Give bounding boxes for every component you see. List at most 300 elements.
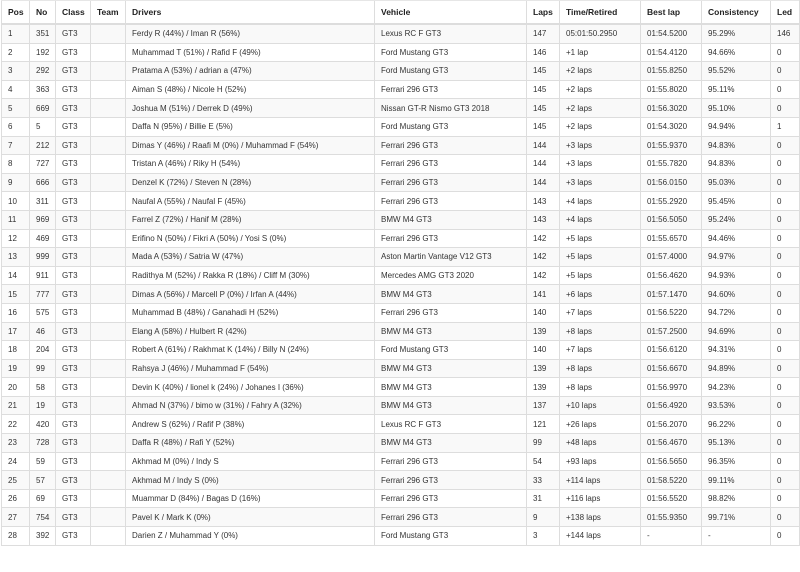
cell-no: 999 <box>30 248 56 267</box>
cell-team <box>91 434 126 453</box>
cell-class: GT3 <box>56 415 91 434</box>
cell-class: GT3 <box>56 285 91 304</box>
cell-laps: 145 <box>527 99 560 118</box>
cell-vehicle: Mercedes AMG GT3 2020 <box>375 266 527 285</box>
cell-team <box>91 266 126 285</box>
cell-time-retired: +2 laps <box>560 99 641 118</box>
table-row <box>2 322 800 341</box>
cell-drivers: Muammar D (84%) / Bagas D (16%) <box>126 489 375 508</box>
table-row <box>2 359 800 378</box>
cell-consistency: 99.71% <box>702 508 771 527</box>
cell-pos: 9 <box>2 173 30 192</box>
cell-no: 911 <box>30 266 56 285</box>
cell-vehicle: Lexus RC F GT3 <box>375 24 527 43</box>
cell-time-retired: +8 laps <box>560 359 641 378</box>
cell-pos: 26 <box>2 489 30 508</box>
cell-vehicle: BMW M4 GT3 <box>375 434 527 453</box>
cell-no: 99 <box>30 359 56 378</box>
cell-pos: 5 <box>2 99 30 118</box>
cell-vehicle: BMW M4 GT3 <box>375 378 527 397</box>
cell-drivers: Aiman S (48%) / Nicole H (52%) <box>126 80 375 99</box>
cell-no: 969 <box>30 210 56 229</box>
cell-class: GT3 <box>56 527 91 546</box>
cell-team <box>91 471 126 490</box>
cell-best-lap: 01:56.5050 <box>641 210 702 229</box>
col-class[interactable]: Class <box>56 1 91 25</box>
cell-no: 351 <box>30 24 56 43</box>
cell-vehicle: Ferrari 296 GT3 <box>375 471 527 490</box>
cell-best-lap: 01:56.4920 <box>641 396 702 415</box>
col-vehicle[interactable]: Vehicle <box>375 1 527 25</box>
cell-vehicle: Nissan GT-R Nismo GT3 2018 <box>375 99 527 118</box>
cell-pos: 4 <box>2 80 30 99</box>
cell-drivers: Ahmad N (37%) / bimo w (31%) / Fahry A (32%) <box>126 396 375 415</box>
table-row <box>2 136 800 155</box>
cell-drivers: Muhammad T (51%) / Rafid F (49%) <box>126 43 375 62</box>
cell-best-lap: 01:55.6570 <box>641 229 702 248</box>
cell-best-lap: 01:56.5220 <box>641 303 702 322</box>
cell-class: GT3 <box>56 136 91 155</box>
cell-drivers: Radithya M (52%) / Rakka R (18%) / Cliff M (30%) <box>126 266 375 285</box>
cell-time-retired: +8 laps <box>560 378 641 397</box>
table-row <box>2 117 800 136</box>
cell-laps: 144 <box>527 155 560 174</box>
cell-drivers: Darien Z / Muhammad Y (0%) <box>126 527 375 546</box>
cell-laps: 139 <box>527 359 560 378</box>
cell-pos: 23 <box>2 434 30 453</box>
cell-drivers: Erifino N (50%) / Fikri A (50%) / Yosi S (0%) <box>126 229 375 248</box>
cell-class: GT3 <box>56 322 91 341</box>
table-row <box>2 303 800 322</box>
col-time-retired[interactable]: Time/Retired <box>560 1 641 25</box>
col-led[interactable]: Led <box>771 1 800 25</box>
cell-time-retired: +4 laps <box>560 192 641 211</box>
cell-best-lap: 01:56.4620 <box>641 266 702 285</box>
cell-led: 146 <box>771 24 800 43</box>
cell-led: 0 <box>771 471 800 490</box>
cell-laps: 99 <box>527 434 560 453</box>
cell-no: 58 <box>30 378 56 397</box>
cell-class: GT3 <box>56 396 91 415</box>
cell-best-lap: 01:55.9350 <box>641 508 702 527</box>
cell-best-lap: 01:56.3020 <box>641 99 702 118</box>
table-row <box>2 508 800 527</box>
cell-led: 0 <box>771 341 800 360</box>
cell-vehicle: Ferrari 296 GT3 <box>375 80 527 99</box>
cell-drivers: Denzel K (72%) / Steven N (28%) <box>126 173 375 192</box>
cell-vehicle: Ferrari 296 GT3 <box>375 489 527 508</box>
cell-class: GT3 <box>56 24 91 43</box>
cell-led: 0 <box>771 173 800 192</box>
table-row <box>2 527 800 546</box>
cell-class: GT3 <box>56 303 91 322</box>
cell-no: 57 <box>30 471 56 490</box>
cell-team <box>91 285 126 304</box>
cell-led: 0 <box>771 527 800 546</box>
cell-class: GT3 <box>56 359 91 378</box>
cell-no: 575 <box>30 303 56 322</box>
cell-team <box>91 303 126 322</box>
cell-best-lap: - <box>641 527 702 546</box>
cell-vehicle: Aston Martin Vantage V12 GT3 <box>375 248 527 267</box>
cell-team <box>91 415 126 434</box>
table-row <box>2 471 800 490</box>
cell-drivers: Akhmad M (0%) / Indy S <box>126 452 375 471</box>
cell-led: 0 <box>771 452 800 471</box>
race-results-table <box>1 0 800 546</box>
cell-laps: 146 <box>527 43 560 62</box>
cell-time-retired: +144 laps <box>560 527 641 546</box>
col-no[interactable]: No <box>30 1 56 25</box>
cell-best-lap: 01:56.9970 <box>641 378 702 397</box>
cell-drivers: Dimas Y (46%) / Raafi M (0%) / Muhammad F (54%) <box>126 136 375 155</box>
cell-consistency: 94.60% <box>702 285 771 304</box>
cell-best-lap: 01:56.4670 <box>641 434 702 453</box>
cell-team <box>91 452 126 471</box>
cell-consistency: 95.03% <box>702 173 771 192</box>
cell-led: 0 <box>771 396 800 415</box>
cell-best-lap: 01:56.6670 <box>641 359 702 378</box>
cell-vehicle: Ferrari 296 GT3 <box>375 192 527 211</box>
cell-led: 0 <box>771 229 800 248</box>
table-row <box>2 452 800 471</box>
cell-time-retired: +48 laps <box>560 434 641 453</box>
cell-time-retired: +116 laps <box>560 489 641 508</box>
cell-time-retired: +3 laps <box>560 173 641 192</box>
cell-pos: 1 <box>2 24 30 43</box>
cell-time-retired: 05:01:50.2950 <box>560 24 641 43</box>
table-row <box>2 173 800 192</box>
cell-no: 727 <box>30 155 56 174</box>
cell-consistency: 93.53% <box>702 396 771 415</box>
cell-team <box>91 378 126 397</box>
cell-led: 0 <box>771 378 800 397</box>
cell-pos: 11 <box>2 210 30 229</box>
cell-time-retired: +26 laps <box>560 415 641 434</box>
cell-class: GT3 <box>56 434 91 453</box>
cell-consistency: 95.13% <box>702 434 771 453</box>
cell-pos: 20 <box>2 378 30 397</box>
cell-time-retired: +5 laps <box>560 229 641 248</box>
cell-drivers: Muhammad B (48%) / Ganahadi H (52%) <box>126 303 375 322</box>
cell-laps: 140 <box>527 303 560 322</box>
cell-class: GT3 <box>56 43 91 62</box>
cell-class: GT3 <box>56 80 91 99</box>
cell-pos: 28 <box>2 527 30 546</box>
cell-pos: 18 <box>2 341 30 360</box>
cell-team <box>91 359 126 378</box>
cell-consistency: 94.94% <box>702 117 771 136</box>
col-drivers[interactable]: Drivers <box>126 1 375 25</box>
cell-vehicle: Ferrari 296 GT3 <box>375 136 527 155</box>
cell-pos: 25 <box>2 471 30 490</box>
cell-team <box>91 248 126 267</box>
col-consistency[interactable]: Consistency <box>702 1 771 25</box>
cell-laps: 54 <box>527 452 560 471</box>
cell-drivers: Daffa N (95%) / Billie E (5%) <box>126 117 375 136</box>
cell-class: GT3 <box>56 229 91 248</box>
cell-class: GT3 <box>56 210 91 229</box>
cell-class: GT3 <box>56 62 91 81</box>
cell-best-lap: 01:56.6120 <box>641 341 702 360</box>
cell-pos: 13 <box>2 248 30 267</box>
cell-led: 0 <box>771 43 800 62</box>
cell-no: 469 <box>30 229 56 248</box>
cell-consistency: 95.11% <box>702 80 771 99</box>
cell-pos: 16 <box>2 303 30 322</box>
cell-consistency: 94.89% <box>702 359 771 378</box>
cell-drivers: Elang A (58%) / Hulbert R (42%) <box>126 322 375 341</box>
table-row <box>2 192 800 211</box>
cell-consistency: 94.46% <box>702 229 771 248</box>
cell-consistency: 95.24% <box>702 210 771 229</box>
cell-vehicle: Ferrari 296 GT3 <box>375 173 527 192</box>
cell-team <box>91 229 126 248</box>
cell-team <box>91 527 126 546</box>
cell-vehicle: BMW M4 GT3 <box>375 396 527 415</box>
table-row <box>2 415 800 434</box>
cell-drivers: Joshua M (51%) / Derrek D (49%) <box>126 99 375 118</box>
cell-team <box>91 396 126 415</box>
cell-team <box>91 173 126 192</box>
cell-class: GT3 <box>56 452 91 471</box>
cell-consistency: 94.83% <box>702 155 771 174</box>
cell-class: GT3 <box>56 192 91 211</box>
cell-class: GT3 <box>56 248 91 267</box>
cell-class: GT3 <box>56 471 91 490</box>
cell-vehicle: BMW M4 GT3 <box>375 210 527 229</box>
cell-best-lap: 01:55.2920 <box>641 192 702 211</box>
cell-laps: 137 <box>527 396 560 415</box>
cell-consistency: 96.35% <box>702 452 771 471</box>
cell-class: GT3 <box>56 378 91 397</box>
cell-pos: 7 <box>2 136 30 155</box>
table-row <box>2 266 800 285</box>
cell-pos: 6 <box>2 117 30 136</box>
cell-laps: 139 <box>527 322 560 341</box>
cell-no: 777 <box>30 285 56 304</box>
cell-laps: 142 <box>527 248 560 267</box>
cell-led: 0 <box>771 62 800 81</box>
cell-consistency: 94.23% <box>702 378 771 397</box>
cell-no: 19 <box>30 396 56 415</box>
cell-drivers: Pratama A (53%) / adrian a (47%) <box>126 62 375 81</box>
cell-no: 204 <box>30 341 56 360</box>
cell-class: GT3 <box>56 117 91 136</box>
cell-team <box>91 80 126 99</box>
cell-team <box>91 24 126 43</box>
cell-team <box>91 192 126 211</box>
cell-pos: 17 <box>2 322 30 341</box>
cell-no: 59 <box>30 452 56 471</box>
cell-laps: 142 <box>527 266 560 285</box>
cell-class: GT3 <box>56 173 91 192</box>
cell-laps: 143 <box>527 192 560 211</box>
cell-vehicle: BMW M4 GT3 <box>375 359 527 378</box>
cell-drivers: Ferdy R (44%) / Iman R (56%) <box>126 24 375 43</box>
cell-time-retired: +138 laps <box>560 508 641 527</box>
col-team[interactable]: Team <box>91 1 126 25</box>
cell-no: 192 <box>30 43 56 62</box>
cell-best-lap: 01:54.5200 <box>641 24 702 43</box>
cell-pos: 15 <box>2 285 30 304</box>
cell-laps: 143 <box>527 210 560 229</box>
cell-team <box>91 99 126 118</box>
cell-drivers: Robert A (61%) / Rakhmat K (14%) / Billy N (24%) <box>126 341 375 360</box>
cell-best-lap: 01:56.5520 <box>641 489 702 508</box>
cell-drivers: Devin K (40%) / lionel k (24%) / Johanes I (36%) <box>126 378 375 397</box>
table-row <box>2 210 800 229</box>
cell-drivers: Farrel Z (72%) / Hanif M (28%) <box>126 210 375 229</box>
cell-vehicle: Ford Mustang GT3 <box>375 62 527 81</box>
cell-consistency: 95.29% <box>702 24 771 43</box>
cell-drivers: Rahsya J (46%) / Muhammad F (54%) <box>126 359 375 378</box>
cell-no: 212 <box>30 136 56 155</box>
cell-laps: 31 <box>527 489 560 508</box>
col-pos[interactable]: Pos <box>2 1 30 25</box>
cell-laps: 33 <box>527 471 560 490</box>
cell-no: 754 <box>30 508 56 527</box>
cell-team <box>91 136 126 155</box>
cell-class: GT3 <box>56 155 91 174</box>
cell-pos: 19 <box>2 359 30 378</box>
cell-led: 0 <box>771 210 800 229</box>
table-row <box>2 155 800 174</box>
cell-vehicle: Ferrari 296 GT3 <box>375 229 527 248</box>
cell-drivers: Naufal A (55%) / Naufal F (45%) <box>126 192 375 211</box>
cell-no: 363 <box>30 80 56 99</box>
cell-led: 0 <box>771 80 800 99</box>
cell-vehicle: BMW M4 GT3 <box>375 322 527 341</box>
cell-vehicle: Lexus RC F GT3 <box>375 415 527 434</box>
cell-led: 0 <box>771 155 800 174</box>
cell-class: GT3 <box>56 266 91 285</box>
cell-no: 392 <box>30 527 56 546</box>
cell-consistency: 94.72% <box>702 303 771 322</box>
cell-pos: 10 <box>2 192 30 211</box>
cell-pos: 2 <box>2 43 30 62</box>
cell-best-lap: 01:54.3020 <box>641 117 702 136</box>
cell-vehicle: Ford Mustang GT3 <box>375 43 527 62</box>
cell-consistency: 95.10% <box>702 99 771 118</box>
cell-led: 0 <box>771 266 800 285</box>
cell-led: 0 <box>771 136 800 155</box>
cell-laps: 145 <box>527 117 560 136</box>
cell-drivers: Daffa R (48%) / Rafi Y (52%) <box>126 434 375 453</box>
cell-vehicle: Ferrari 296 GT3 <box>375 303 527 322</box>
cell-team <box>91 62 126 81</box>
cell-best-lap: 01:55.9370 <box>641 136 702 155</box>
cell-time-retired: +10 laps <box>560 396 641 415</box>
table-row <box>2 80 800 99</box>
cell-consistency: 98.82% <box>702 489 771 508</box>
cell-laps: 9 <box>527 508 560 527</box>
cell-consistency: 94.69% <box>702 322 771 341</box>
cell-best-lap: 01:56.0150 <box>641 173 702 192</box>
cell-led: 0 <box>771 322 800 341</box>
cell-pos: 22 <box>2 415 30 434</box>
table-row <box>2 396 800 415</box>
cell-no: 46 <box>30 322 56 341</box>
cell-time-retired: +5 laps <box>560 266 641 285</box>
cell-vehicle: Ford Mustang GT3 <box>375 117 527 136</box>
cell-laps: 141 <box>527 285 560 304</box>
table-row <box>2 62 800 81</box>
cell-best-lap: 01:56.5650 <box>641 452 702 471</box>
cell-time-retired: +3 laps <box>560 136 641 155</box>
cell-led: 0 <box>771 415 800 434</box>
cell-time-retired: +8 laps <box>560 322 641 341</box>
table-row <box>2 285 800 304</box>
cell-led: 0 <box>771 303 800 322</box>
cell-drivers: Mada A (53%) / Satria W (47%) <box>126 248 375 267</box>
cell-led: 0 <box>771 489 800 508</box>
cell-best-lap: 01:57.2500 <box>641 322 702 341</box>
table-row <box>2 99 800 118</box>
cell-team <box>91 43 126 62</box>
cell-consistency: 96.22% <box>702 415 771 434</box>
cell-best-lap: 01:55.8250 <box>641 62 702 81</box>
cell-vehicle: Ferrari 296 GT3 <box>375 508 527 527</box>
cell-drivers: Dimas A (56%) / Marcell P (0%) / Irfan A (44%) <box>126 285 375 304</box>
cell-consistency: 94.93% <box>702 266 771 285</box>
cell-drivers: Tristan A (46%) / Riky H (54%) <box>126 155 375 174</box>
table-row <box>2 43 800 62</box>
cell-best-lap: 01:58.5220 <box>641 471 702 490</box>
cell-time-retired: +93 laps <box>560 452 641 471</box>
cell-best-lap: 01:55.7820 <box>641 155 702 174</box>
cell-pos: 27 <box>2 508 30 527</box>
cell-led: 0 <box>771 359 800 378</box>
cell-laps: 140 <box>527 341 560 360</box>
table-row <box>2 378 800 397</box>
cell-best-lap: 01:57.1470 <box>641 285 702 304</box>
cell-best-lap: 01:56.2070 <box>641 415 702 434</box>
cell-laps: 145 <box>527 80 560 99</box>
cell-time-retired: +2 laps <box>560 80 641 99</box>
cell-class: GT3 <box>56 508 91 527</box>
cell-drivers: Akhmad M / Indy S (0%) <box>126 471 375 490</box>
cell-team <box>91 489 126 508</box>
cell-consistency: - <box>702 527 771 546</box>
cell-vehicle: BMW M4 GT3 <box>375 285 527 304</box>
cell-time-retired: +2 laps <box>560 117 641 136</box>
cell-time-retired: +1 lap <box>560 43 641 62</box>
cell-time-retired: +7 laps <box>560 303 641 322</box>
cell-laps: 145 <box>527 62 560 81</box>
cell-time-retired: +7 laps <box>560 341 641 360</box>
cell-pos: 21 <box>2 396 30 415</box>
cell-laps: 147 <box>527 24 560 43</box>
table-row <box>2 229 800 248</box>
cell-drivers: Andrew S (62%) / Rafif P (38%) <box>126 415 375 434</box>
cell-led: 0 <box>771 192 800 211</box>
cell-time-retired: +114 laps <box>560 471 641 490</box>
col-best-lap[interactable]: Best lap <box>641 1 702 25</box>
cell-no: 669 <box>30 99 56 118</box>
table-row <box>2 434 800 453</box>
cell-led: 0 <box>771 434 800 453</box>
table-row <box>2 248 800 267</box>
cell-consistency: 95.45% <box>702 192 771 211</box>
cell-best-lap: 01:54.4120 <box>641 43 702 62</box>
cell-no: 420 <box>30 415 56 434</box>
table-row <box>2 489 800 508</box>
cell-led: 0 <box>771 99 800 118</box>
col-laps[interactable]: Laps <box>527 1 560 25</box>
cell-no: 666 <box>30 173 56 192</box>
table-row <box>2 24 800 43</box>
